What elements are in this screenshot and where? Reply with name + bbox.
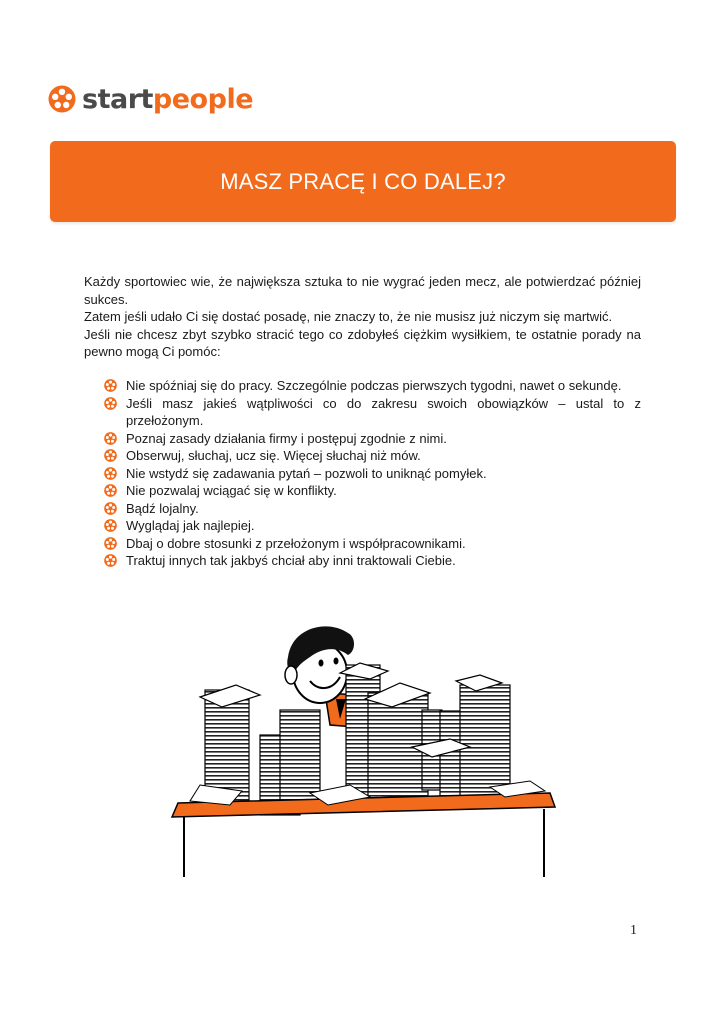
list-item [104,517,641,535]
list-item-text: Dbaj o dobre stosunki z przełożonym i współpracownikami. [126,535,466,551]
startpeople-flower-icon [104,554,117,567]
title-banner [50,141,676,222]
intro-paragraph: Jeśli nie chcesz zbyt szybko stracić tego co zdobyłeś ciężkim wysiłkiem, te ostatnie porady na pewno mogą Ci pomóc: [84,326,641,359]
list-item-text: Wyglądaj jak najlepiej. [126,518,255,533]
list-item [104,535,641,553]
startpeople-logo [48,82,253,116]
startpeople-flower-icon [104,537,117,550]
startpeople-flower-icon [104,484,117,497]
list-item [104,377,641,395]
intro-paragraph: Każdy sportowiec wie, że największa sztuka to nie wygrać jeden mecz, ale potwierdzać później sukces. [84,274,641,307]
desk-paper-stacks-illustration [160,615,560,880]
startpeople-logo-icon [48,85,76,113]
startpeople-flower-icon [104,397,117,410]
startpeople-flower-icon [104,519,117,532]
list-item [104,500,641,518]
list-item [104,395,641,430]
list-item-text: Nie pozwalaj wciągać się w konflikty. [126,483,337,498]
list-item-text: Traktuj innych tak jakbyś chciał aby inni traktowali Ciebie. [126,553,456,568]
list-item [104,465,641,483]
intro-text [84,273,641,361]
list-item [104,430,641,448]
list-item [104,552,641,570]
desk [172,781,555,877]
startpeople-flower-icon [104,379,117,392]
list-item-text: Bądź lojalny. [126,500,199,516]
list-item-text: Jeśli masz jakieś wątpliwości co do zakresu swoich obowiązków – ustal to z przełożonym. [126,395,641,428]
startpeople-flower-icon [104,502,117,515]
page-number: 1 [630,923,637,938]
list-item [104,482,641,500]
list-item-text: Nie wstydź się zadawania pytań – pozwoli to uniknąć pomyłek. [126,465,487,481]
startpeople-flower-icon [104,449,117,462]
tips-list [104,377,641,570]
page-title: MASZ PRACĘ I CO DALEJ? [220,168,506,194]
list-item [104,447,641,465]
list-item-text: Nie spóźniaj się do pracy. Szczególnie podczas pierwszych tygodni, nawet o sekundę. [126,378,622,393]
list-item-text: Obserwuj, słuchaj, ucz się. Więcej słuchaj niż mów. [126,448,421,463]
logo-wordmark [82,83,254,115]
logo-text-start: start [82,83,153,115]
intro-paragraph: Zatem jeśli udało Ci się dostać posadę, nie znaczy to, że nie musisz już niczym się martwić. [84,309,613,324]
startpeople-flower-icon [104,432,117,445]
startpeople-flower-icon [104,467,117,480]
logo-text-people: people [152,83,254,115]
list-item-text: Poznaj zasady działania firmy i postępuj zgodnie z nimi. [126,430,447,446]
